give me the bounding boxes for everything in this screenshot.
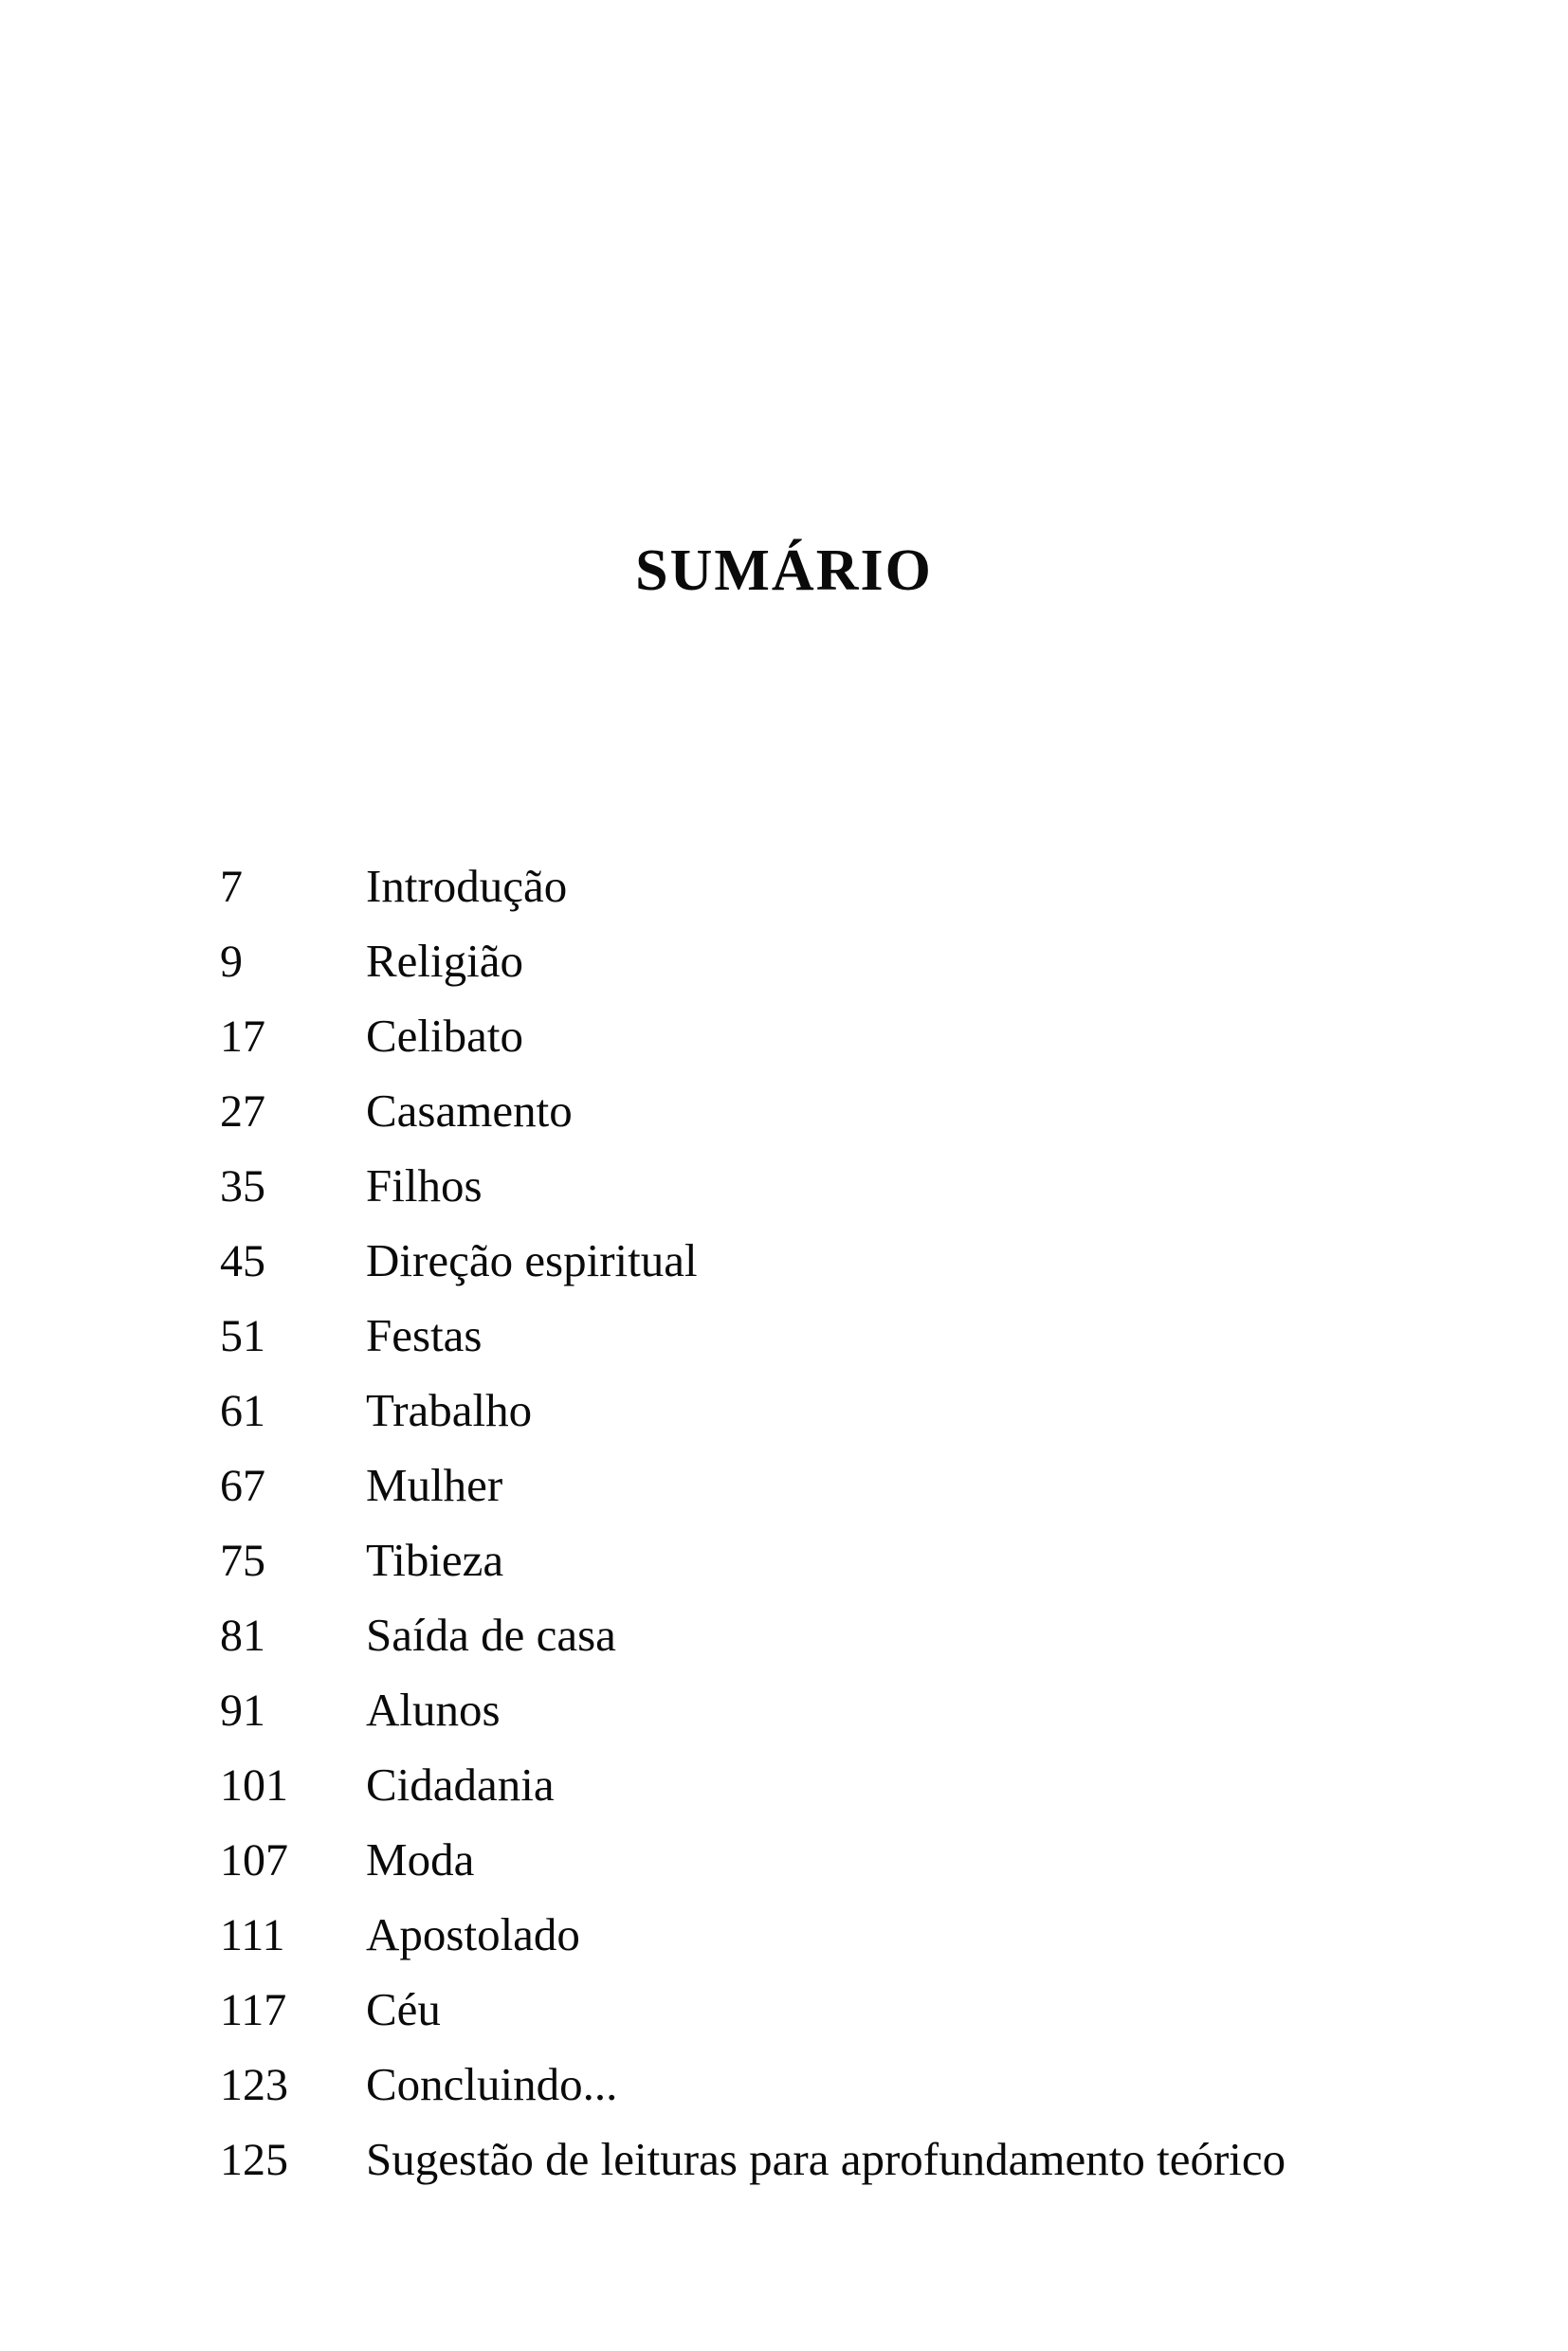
toc-entry-title: Moda [366, 1833, 475, 1886]
toc-entry-title: Introdução [366, 860, 568, 912]
toc-entry-sugestao-de-leituras[interactable] [220, 2122, 1452, 2196]
toc-entry-title: Cidadania [366, 1759, 555, 1811]
toc-entry-title: Concluindo... [366, 2058, 618, 2110]
toc-page-number: 9 [220, 937, 243, 987]
toc-page-number: 91 [220, 1686, 265, 1736]
toc-page-number: 35 [220, 1161, 265, 1212]
toc-entry-title: Celibato [366, 1010, 524, 1062]
toc-entry-title: Casamento [366, 1084, 573, 1137]
toc-entry-title: Sugestão de leituras para aprofundamento teórico [366, 2133, 1286, 2185]
toc-page-number: 17 [220, 1011, 265, 1062]
toc-entry-moda[interactable] [220, 1822, 1452, 1897]
toc-entry-celibato[interactable] [220, 998, 1452, 1073]
toc-page-number: 117 [220, 1985, 287, 2035]
toc-entry-title: Saída de casa [366, 1609, 616, 1661]
toc-entry-concluindo[interactable] [220, 2047, 1452, 2122]
toc-entry-apostolado[interactable] [220, 1897, 1452, 1972]
toc-entry-title: Apostolado [366, 1908, 580, 1960]
toc-page-number: 67 [220, 1461, 265, 1511]
toc-entry-saida-de-casa[interactable] [220, 1597, 1452, 1672]
toc-page-number: 7 [220, 862, 243, 912]
toc-page-number: 45 [220, 1236, 265, 1286]
toc-entry-ceu[interactable] [220, 1972, 1452, 2047]
toc-entry-festas[interactable] [220, 1298, 1452, 1373]
toc-page-number: 107 [220, 1835, 288, 1886]
toc-page-number: 27 [220, 1086, 265, 1137]
toc-entry-introducao[interactable] [220, 848, 1452, 923]
toc-entry-alunos[interactable] [220, 1672, 1452, 1747]
toc-page-number: 81 [220, 1611, 265, 1661]
toc-entry-cidadania[interactable] [220, 1747, 1452, 1822]
toc-page-number: 101 [220, 1760, 288, 1811]
toc-entry-title: Céu [366, 1983, 441, 2035]
toc-entry-direcao-espiritual[interactable] [220, 1223, 1452, 1298]
toc-entry-title: Filhos [366, 1159, 483, 1212]
toc-entry-trabalho[interactable] [220, 1373, 1452, 1448]
toc-entry-title: Festas [366, 1309, 483, 1361]
toc-entry-title: Alunos [366, 1684, 501, 1736]
toc-entry-filhos[interactable] [220, 1148, 1452, 1223]
toc-entry-religiao[interactable] [220, 923, 1452, 998]
toc-entry-tibieza[interactable] [220, 1522, 1452, 1597]
toc-page-number: 111 [220, 1910, 285, 1960]
toc-entry-title: Religião [366, 935, 524, 987]
toc-entry-title: Direção espiritual [366, 1234, 698, 1286]
toc-entry-mulher[interactable] [220, 1448, 1452, 1522]
toc-page-number: 61 [220, 1386, 265, 1436]
toc-entry-casamento[interactable] [220, 1073, 1452, 1148]
table-of-contents [220, 848, 1452, 2196]
toc-entry-title: Tibieza [366, 1534, 504, 1586]
toc-entry-title: Mulher [366, 1459, 503, 1511]
toc-page-number: 125 [220, 2135, 288, 2185]
page-title: SUMÁRIO [635, 538, 933, 603]
toc-page-number: 51 [220, 1311, 265, 1361]
toc-page-number: 123 [220, 2060, 288, 2110]
toc-entry-title: Trabalho [366, 1384, 533, 1436]
toc-page-number: 75 [220, 1536, 265, 1586]
